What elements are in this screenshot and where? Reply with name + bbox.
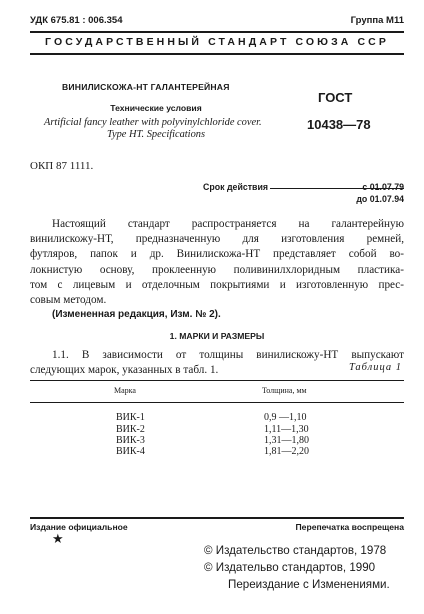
table-row [264, 446, 309, 457]
standard-subtitle: Технические условия [110, 103, 202, 113]
table-top-rule [30, 380, 404, 381]
udk-code: УДК 675.81 : 006.354 [30, 15, 123, 26]
banner-rule [30, 53, 404, 55]
table-row [264, 424, 309, 435]
gost-label: ГОСТ [318, 90, 353, 105]
section-heading: 1. МАРКИ И РАЗМЕРЫ [169, 331, 265, 341]
col-header-thickness: Толщина, мм [262, 386, 307, 395]
cell-thickness: 1,31—1,80 [264, 435, 309, 446]
banner: ГОСУДАРСТВЕННЫЙ СТАНДАРТ СОЮЗА ССР [45, 36, 389, 48]
cell-thickness: 0,9 —1,10 [264, 412, 307, 423]
standard-title: ВИНИЛИСКОЖА-НТ ГАЛАНТЕРЕЙНАЯ [62, 82, 230, 92]
cell-thickness: 1,11—1,30 [264, 424, 309, 435]
col-header-mark: Марка [114, 386, 136, 395]
cell-mark: ВИК-4 [116, 446, 145, 457]
official-edition: Издание официальное [30, 522, 128, 532]
table-row [116, 424, 145, 435]
copyright-1990: © Издательво стандартов, 1990 [204, 561, 376, 574]
section-line: следующих марок, указанных в табл. 1. [30, 364, 219, 377]
footer-rule [30, 517, 404, 519]
cell-mark: ВИК-3 [116, 435, 145, 446]
english-title-line1: Artificial fancy leather with polyvinylchloride cover. [44, 117, 262, 128]
english-title-line2: Type HT. Specifications [106, 129, 206, 140]
intro-line: футляров, папок и др. Винилискожа-НТ представляет собой во- [30, 248, 404, 261]
copyright-1978: © Издательство стандартов, 1978 [204, 544, 387, 557]
validity-to: до 01.07.94 [356, 194, 404, 204]
table-row [116, 435, 145, 446]
intro-line: совым методом. [30, 294, 107, 307]
validity-label: Срок действия [203, 182, 268, 192]
cell-thickness: 1,81—2,20 [264, 446, 309, 457]
gost-number: 10438—78 [307, 117, 371, 132]
table-caption: Таблица 1 [348, 362, 402, 373]
section-paragraph [30, 348, 404, 378]
table-row [116, 412, 145, 423]
cell-mark: ВИК-2 [116, 424, 145, 435]
reissue-note: Переиздание с Изменениями. [228, 578, 390, 591]
table-header-rule [30, 402, 404, 403]
intro-line: том с лицевым и отделочным покрытиями и изготовленную прес- [30, 278, 404, 291]
star-icon: ★ [52, 531, 64, 546]
intro-line: винилискожу-НТ, предназначенную для изготовления ремней, [30, 233, 404, 246]
validity-from: с 01.07.79 [362, 182, 404, 192]
intro-line: Настоящий стандарт распространяется на галантерейную [52, 218, 404, 230]
okp-code: ОКП 87 1111. [30, 160, 94, 172]
table-row [264, 412, 307, 423]
group-code: Группа М11 [350, 15, 404, 26]
reprint-notice: Перепечатка воспрещена [295, 522, 404, 532]
top-rule [30, 31, 404, 33]
cell-mark: ВИК-1 [116, 412, 145, 423]
table-row [264, 435, 309, 446]
section-line: 1.1. В зависимости от толщины винилискожу-НТ выпускают [52, 349, 404, 361]
intro-paragraph [30, 217, 404, 308]
intro-line: локнистую основу, проклеенную поливинилхлоридным пластика- [30, 263, 404, 276]
amendment-note: (Измененная редакция, Изм. № 2). [52, 309, 221, 320]
table-row [116, 446, 145, 457]
